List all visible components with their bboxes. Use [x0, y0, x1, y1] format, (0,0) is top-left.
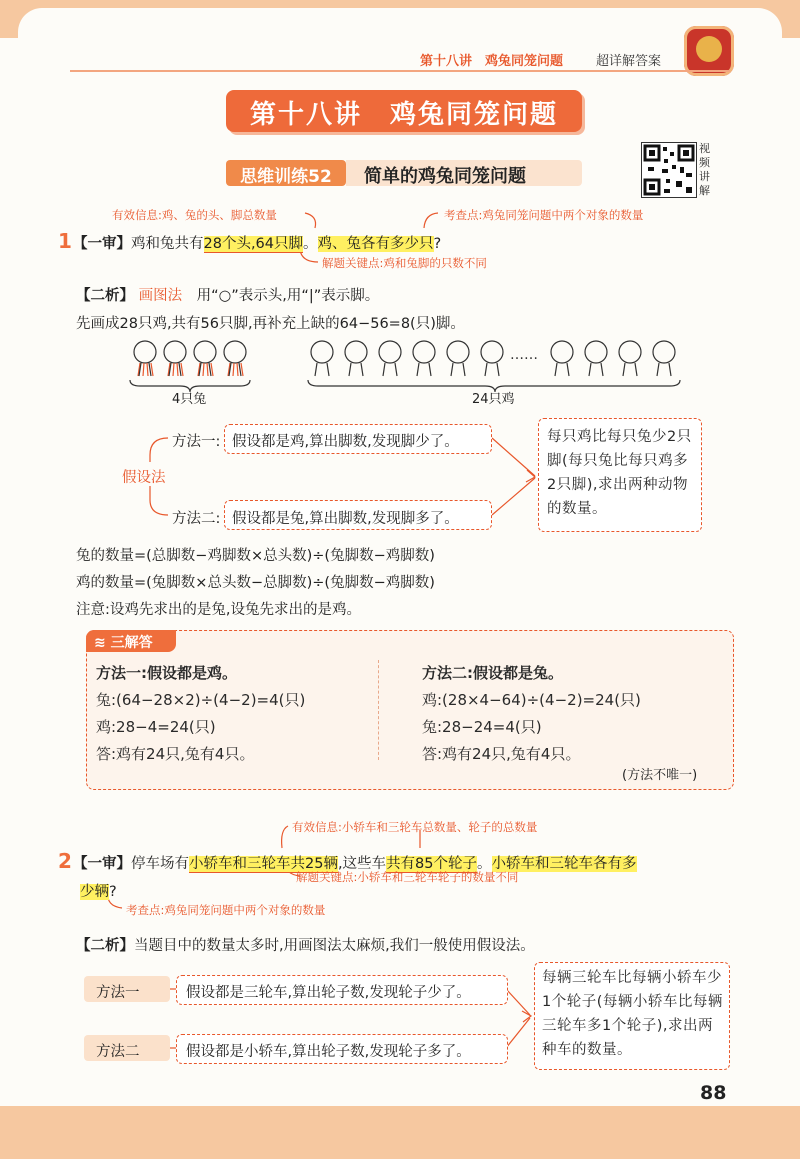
answer-method1: 方法一:假设都是鸡。 兔:(64−28×2)÷(4−2)=4(只) 鸡:28−4=24(只) 答:鸡有24只,兔有4只。: [96, 664, 306, 763]
page-number: 88: [700, 1082, 727, 1104]
qr-caption: 视 频 讲 解: [699, 142, 710, 197]
answer-method2: 方法二:假设都是兔。 鸡:(28×4−64)÷(4−2)=24(只) 兔:28−24=4(只) 答:鸡有24只,兔有4只。: [422, 664, 641, 763]
q1-annotation-key: 解题关键点:鸡和兔脚的只数不同: [322, 256, 487, 270]
q1-number: 1: [58, 229, 72, 253]
answer-tag-label: ≋ 三解答: [94, 635, 153, 651]
answer-footnote: (方法不唯一): [622, 768, 698, 783]
answer-divider: [378, 660, 379, 760]
header-brand: 超详解答案: [596, 54, 662, 69]
training-label: 思维训练52: [240, 167, 332, 187]
q1-method2-text: 假设都是兔,算出脚数,发现脚多了。: [232, 511, 459, 527]
label-rabbit: 4只兔: [172, 392, 207, 407]
q2-method2-text: 假设都是小轿车,算出轮子数,发现轮子多了。: [186, 1044, 471, 1060]
header-lecture: 第十八讲 鸡兔同笼问题: [420, 54, 564, 69]
q2-question-line1: 【一审】停车场有小轿车和三轮车共25辆,这些车共有85个轮子。小轿车和三轮车各有多: [73, 856, 637, 872]
q2-annotation-point: 考查点:鸡兔同笼问题中两个对象的数量: [126, 903, 326, 917]
q1-conclusion-text: 每只鸡比每只兔少2只脚(每只兔比每只鸡多2只脚),求出两种动物的数量。: [547, 429, 692, 517]
assume-method-label: 假设法: [122, 470, 166, 486]
page-title: 第十八讲 鸡兔同笼问题: [249, 100, 558, 130]
bottom-band: [0, 1106, 800, 1159]
q2-question-line2: 少辆?: [80, 884, 117, 900]
label-chicken: 24只鸡: [472, 392, 515, 407]
q1-note: 注意:设鸡先求出的是兔,设兔先求出的是鸡。: [76, 602, 361, 618]
q2-method1-text: 假设都是三轮车,算出轮子数,发现轮子少了。: [186, 985, 471, 1001]
q1-question: 【一审】鸡和兔共有28个头,64只脚。鸡、兔各有多少只?: [73, 236, 442, 252]
dots-ellipsis: ……: [510, 347, 538, 363]
formula-rabbit: 兔的数量=(总脚数−鸡脚数×总头数)÷(兔脚数−鸡脚数): [76, 548, 435, 564]
q1-analysis: 【二析】 画图法 用“○”表示头,用“|”表示脚。: [76, 288, 380, 304]
q2-number: 2: [58, 849, 72, 873]
q1-method1-text: 假设都是鸡,算出脚数,发现脚少了。: [232, 434, 459, 450]
q2-conclusion-text: 每辆三轮车比每辆小轿车少1个轮子(每辆小轿车比每辆三轮车多1个轮子),求出两种车的数量。: [542, 970, 723, 1058]
training-topic: 简单的鸡兔同笼问题: [364, 166, 526, 187]
q2-annotation-info: 有效信息:小轿车和三轮车总数量、轮子的总数量: [292, 820, 538, 834]
q1-method2-label: 方法二:: [172, 511, 221, 527]
q2-analysis: 【二析】当题目中的数量太多时,用画图法太麻烦,我们一般使用假设法。: [76, 938, 535, 954]
q1-method1-label: 方法一:: [172, 434, 221, 450]
q1-annotation-info: 有效信息:鸡、兔的头、脚总数量: [112, 208, 277, 222]
formula-chicken: 鸡的数量=(兔脚数×总头数−总脚数)÷(兔脚数−鸡脚数): [76, 575, 435, 591]
q1-annotation-point: 考查点:鸡兔同笼问题中两个对象的数量: [444, 208, 644, 222]
q2-method2-tag: 方法二: [96, 1044, 140, 1060]
q1-analysis-line2: 先画成28只鸡,共有56只脚,再补充上缺的64−56=8(只)脚。: [76, 316, 465, 332]
q2-method1-tag: 方法一: [96, 985, 140, 1001]
q2-annotation-key: 解题关键点:小轿车和三轮车轮子的数量不同: [296, 870, 519, 884]
